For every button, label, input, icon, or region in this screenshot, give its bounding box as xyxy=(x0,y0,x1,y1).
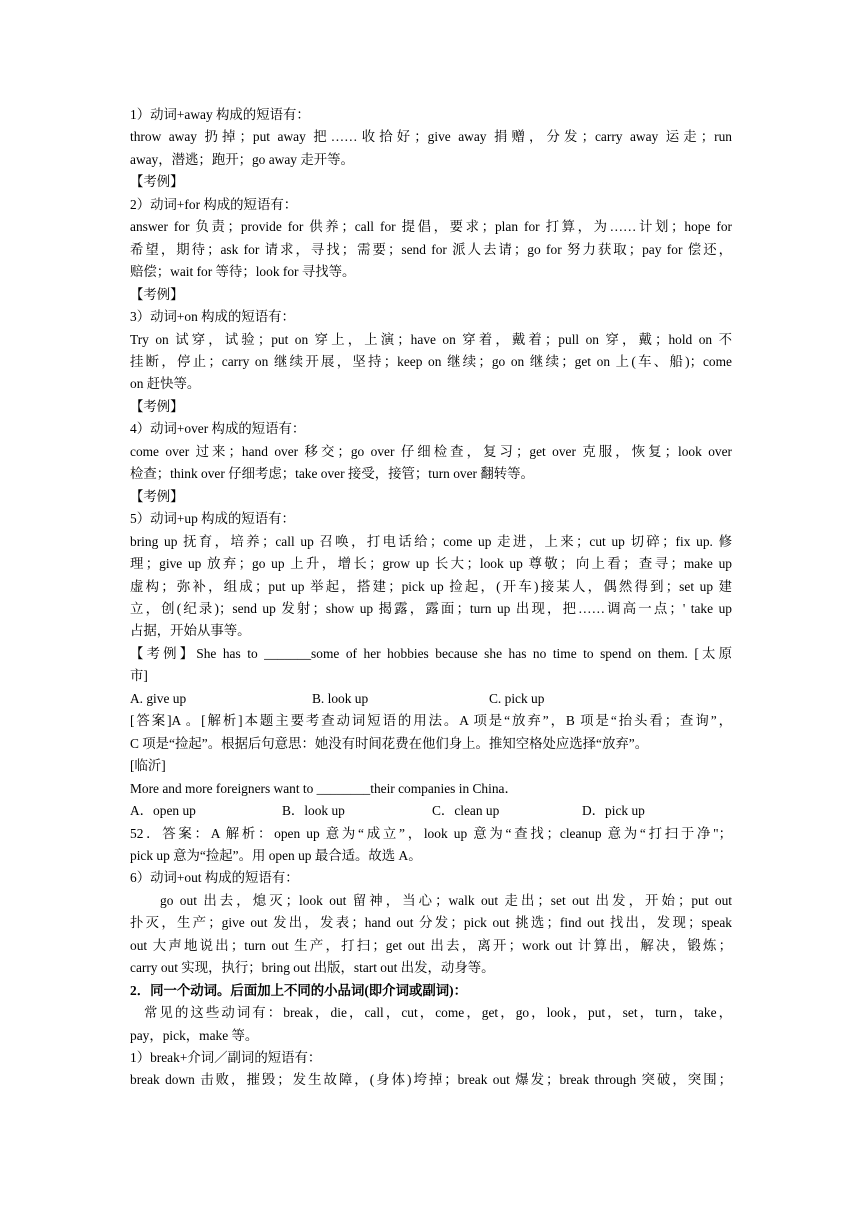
example-question: More and more foreigners want to ________their companies in China． xyxy=(130,780,518,796)
example-label: 【考例】 xyxy=(130,286,184,302)
heading-up: 5）动词+up 构成的短语有： xyxy=(130,511,295,527)
heading-out: 6）动词+out 构成的短语有： xyxy=(130,870,299,886)
paragraph-line: on 赶快等。 xyxy=(130,376,201,392)
paragraph-line: 虚构；弥补，组成；put up 举起，搭建；pick up 捡起，(开车)接某人，偶然得到；set up 建 xyxy=(130,578,732,594)
paragraph-line: 理；give up 放弃；go up 上升，增长；grow up 长大；look up 尊敬；向上看；查寻；make up xyxy=(130,556,732,572)
document-page xyxy=(130,104,732,1092)
paragraph-line: 市] xyxy=(130,668,148,684)
paragraph-line: bring up 抚育，培养；call up 召唤，打电话给；come up 走进，上来；cut up 切碎；fix up. 修 xyxy=(130,533,732,549)
paragraph-line: break down 击败，摧毁；发生故障，(身体)垮掉；break out 爆发；break through 突破，突围； xyxy=(130,1072,732,1088)
paragraph-line: 占据，开始从事等。 xyxy=(130,623,251,639)
example-label: 【考例】 xyxy=(130,174,184,190)
heading-break: 1）break+介词／副词的短语有： xyxy=(130,1050,322,1066)
answer-line: [答案]A 。[解析]本题主要考查动词短语的用法。A 项是“放弃”，B 项是“抬头看；查询”， xyxy=(130,713,732,729)
heading-over: 4）动词+over 构成的短语有： xyxy=(130,421,306,437)
section-heading: 2．同一个动词。后面加上不同的小品词(即介词或副词)： xyxy=(130,982,467,998)
paragraph-line: 挂断，停止；carry on 继续开展，坚持；keep on 继续；go on 继续；get on 上(车、船)；come xyxy=(130,353,732,369)
paragraph-line: 检查；think over 仔细考虑；take over 接受，接管；turn over 翻转等。 xyxy=(130,466,534,482)
paragraph-line: 扑灭，生产；give out 发出，发表；hand out 分发；pick out 挑选；find out 找出，发现；speak xyxy=(130,915,732,931)
option-a: A．open up xyxy=(130,803,196,819)
example-question: 【考例】She has to _______some of her hobbies because she has no time to spend on them. [太原 xyxy=(130,645,732,661)
question-2-options xyxy=(130,800,732,822)
paragraph-line: throw away 扔掉；put away 把……收拾好；give away 捐赠，分发；carry away 运走；run xyxy=(130,129,732,145)
heading-on: 3）动词+on 构成的短语有： xyxy=(130,309,295,325)
heading-for: 2）动词+for 构成的短语有： xyxy=(130,196,298,212)
paragraph-line: go out 出去，熄灭；look out 留神，当心；walk out 走出；set out 出发，开始；put out xyxy=(160,892,732,908)
option-c: C. pick up xyxy=(489,690,545,706)
option-a: A. give up xyxy=(130,690,187,706)
source-label: [临沂] xyxy=(130,758,166,774)
paragraph-line: 赔偿；wait for 等待；look for 寻找等。 xyxy=(130,264,356,280)
paragraph-line: 希望，期待；ask for 请求，寻找；需要；send for 派人去请；go for 努力获取；pay for 偿还， xyxy=(130,241,732,257)
paragraph-line: answer for 负责；provide for 供养；call for 提倡，要求；plan for 打算，为……计划；hope for xyxy=(130,219,732,235)
paragraph-line: pick up 意为“捡起”。用 open up 最合适。故选 A。 xyxy=(130,847,422,863)
paragraph-line: Try on 试穿，试验；put on 穿上，上演；have on 穿着，戴着；pull on 穿，戴；hold on 不 xyxy=(130,331,732,347)
question-1-options xyxy=(130,688,732,710)
answer-line: 52．答案：A 解析：open up 意为“成立”，look up 意为“查找；cleanup 意为“打扫于净"； xyxy=(130,825,732,841)
paragraph-line: come over 过来；hand over 移交；go over 仔细检查，复习；get over 克服，恢复；look over xyxy=(130,443,732,459)
example-label: 【考例】 xyxy=(130,398,184,414)
example-label: 【考例】 xyxy=(130,488,184,504)
option-b: B. look up xyxy=(312,690,369,706)
option-c: C．clean up xyxy=(432,803,500,819)
option-b: B．look up xyxy=(282,803,345,819)
paragraph-line: out 大声地说出；turn out 生产，打扫；get out 出去，离开；work out 计算出，解决，锻炼； xyxy=(130,937,732,953)
paragraph-line: 立，创(纪录)；send up 发射；show up 揭露，露面；turn up 出现，把……调高一点；' take up xyxy=(130,600,732,616)
paragraph-line: pay，pick，make 等。 xyxy=(130,1027,259,1043)
paragraph-line: C 项是“捡起”。根据后句意思：她没有时间花费在他们身上。推知空格处应选择“放弃”。 xyxy=(130,735,649,751)
heading-away: 1）动词+away 构成的短语有： xyxy=(130,107,310,122)
paragraph-line: 常见的这些动词有：break，die，call，cut，come，get，go，look，put，set，turn，take， xyxy=(144,1005,732,1021)
option-d: D．pick up xyxy=(582,803,645,819)
paragraph-line: carry out 实现，执行；bring out 出版，start out 出发，动身等。 xyxy=(130,960,495,976)
paragraph-line: away，潜逃；跑开；go away 走开等。 xyxy=(130,151,354,167)
